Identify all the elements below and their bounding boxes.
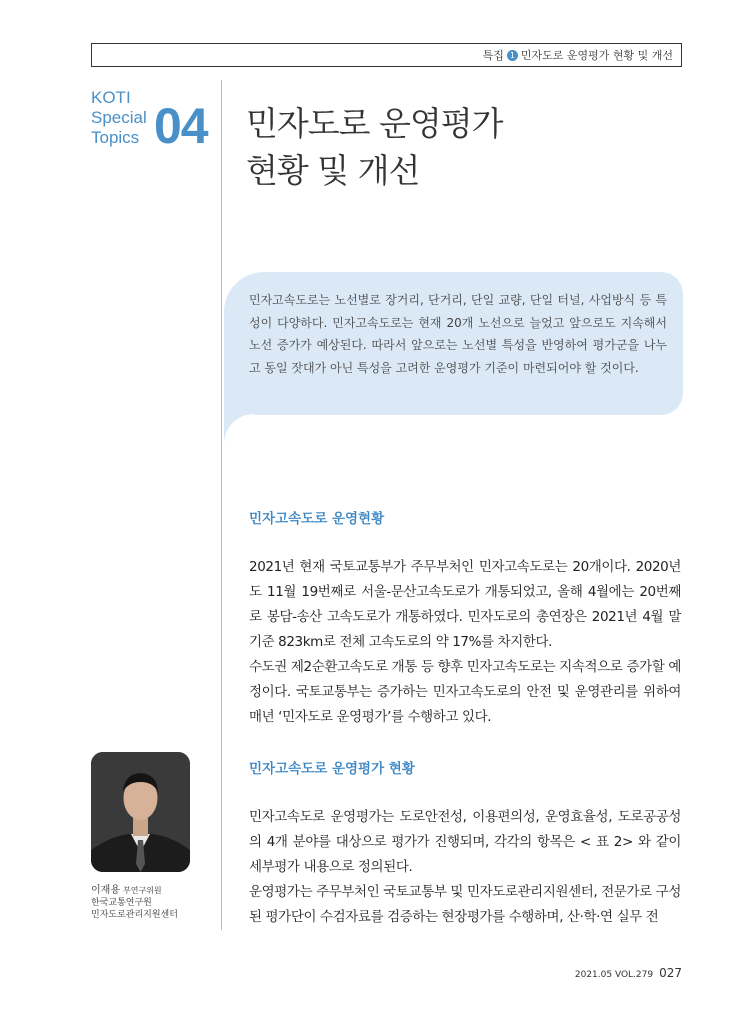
paragraph: 2021년 현재 국토교통부가 주무부처인 민자고속도로는 20개이다. 2020년도 11월 19번째로 서울-문산고속도로가 개통되었고, 올해 4월에는 20번째로 봉담-송산 고속도로가 개통하였다. 민자도로의 총연장은 2021년 4월 말 기준 823km로 전체 고속도로의 약 17%를 차지한다. [249,559,681,650]
summary-box-tail [224,414,254,444]
paragraph: 민자고속도로 운영평가는 도로안전성, 이용편의성, 운영효율성, 도로공공성의 4개 분야를 대상으로 평가가 진행되며, 각각의 항목은 < 표 2> 와 같이 세부평가 내용으로 정의된다. [249,809,682,875]
author-position: 부연구위원 [122,886,162,895]
section-heading-operation-status: 민자고속도로 운영현황 [249,511,385,527]
author-org-1: 한국교통연구원 [91,898,152,908]
header-title: 민자도로 운영평가 현황 및 개선 [520,49,673,62]
koti-special-topics-brand [91,88,151,148]
author-portrait-image [91,752,190,872]
paragraph: 수도권 제2순환고속도로 개통 등 향후 민자고속도로는 지속적으로 증가할 예정이다. 국토교통부는 증가하는 민자고속도로의 안전 및 운영관리를 위하여 매년 ‘민자도로 운영평가’를 수행하고 있다. [249,659,681,725]
title-line-1: 민자도로 운영평가 [246,104,503,143]
running-header [91,43,682,67]
author-name-line [91,885,216,897]
title-line-2: 현황 및 개선 [246,151,420,190]
section-body-operation-status [249,555,681,730]
topic-number: 04 [154,98,208,154]
brand-line-koti: KOTI [91,88,131,107]
brand-line-topics: Topics [91,128,140,147]
article-title [246,100,666,194]
section-body-evaluation-status [249,805,681,930]
section-heading-evaluation-status: 민자고속도로 운영평가 현황 [249,761,415,777]
author-info [91,885,216,921]
page-footer [560,966,682,980]
author-name: 이재용 [91,885,120,896]
number-one-icon: 1 [507,50,518,61]
paragraph: 운영평가는 주무부처인 국토교통부 및 민자도로관리지원센터, 전문가로 구성된 평가단이 수검자료를 검증하는 현장평가를 수행하며, 산·학·연 실무 전 [249,884,681,925]
brand-line-special: Special [91,108,147,127]
issue-info: 2021.05 VOL.279 [574,970,654,980]
page-number: 027 [659,966,682,980]
header-label: 특집 [482,49,504,62]
author-org-2: 민자도로관리지원센터 [91,910,178,920]
author-photo [91,752,190,872]
column-divider [221,80,222,930]
summary-text: 민자고속도로는 노선별로 장거리, 단거리, 단일 교량, 단일 터널, 사업방식 등 특성이 다양하다. 민자고속도로는 현재 20개 노선으로 늘었고 앞으로도 지속해서 노선 증가가 예상된다. 따라서 앞으로는 노선별 특성을 반영하여 평가군을 나누고 동일 잣대가 아닌 특성을 고려한 운영평가 기준이 마련되어야 할 것이다. [249,293,667,375]
